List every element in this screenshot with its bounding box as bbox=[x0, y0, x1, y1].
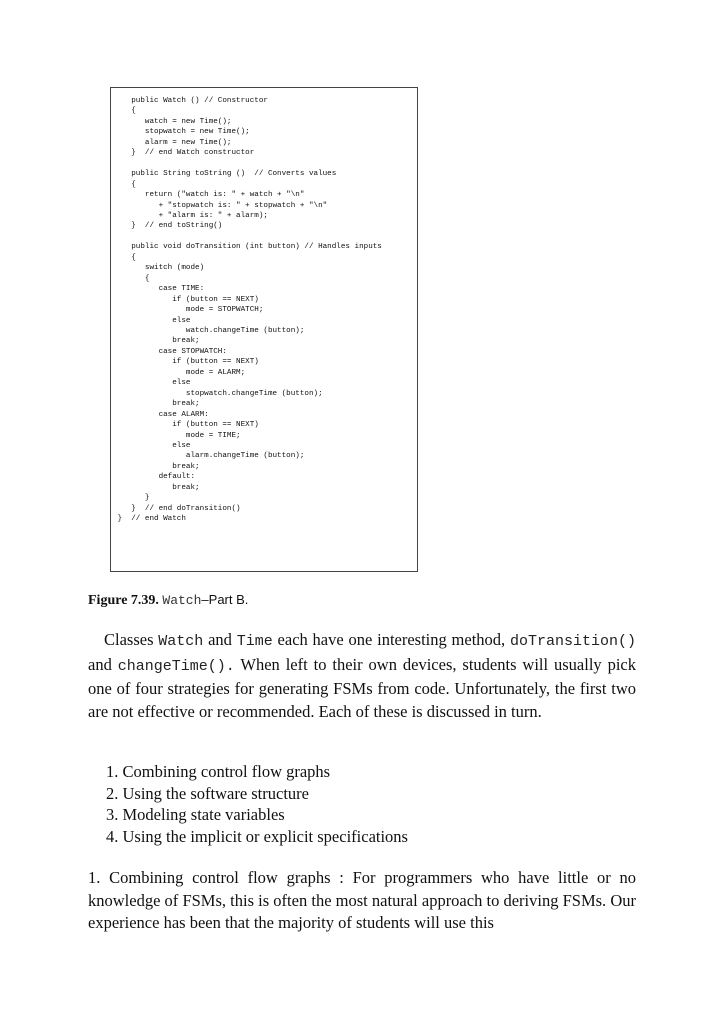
strategy-item: 3. Modeling state variables bbox=[106, 805, 285, 825]
figure-caption bbox=[88, 592, 248, 609]
strategy-item: 1. Combining control flow graphs bbox=[106, 762, 331, 781]
para1-method-changetime: changeTime(). bbox=[117, 657, 235, 675]
body-paragraph-2: 1. Combining control flow graphs : For programmers who have little or no knowledge of FSMs, this is often the most natural approach to deriving FSMs. Our experience has been that the majority of students will use this bbox=[88, 868, 636, 932]
strategy-list bbox=[106, 761, 408, 847]
para1-text-1: Classes bbox=[104, 630, 159, 649]
para1-text-4: and bbox=[88, 654, 118, 674]
body-paragraph-1 bbox=[88, 629, 636, 723]
figure-caption-text: –Part B. bbox=[201, 592, 249, 607]
para1-text-5: When left to their own devices, students will usually pick one of four strategies for generating FSMs from code. Unfortunately, the first two are not effective or recommended. Each of these is discussed in turn. bbox=[88, 654, 636, 721]
para1-class-time: Time bbox=[236, 633, 273, 650]
strategy-item: 4. Using the implicit or explicit specifications bbox=[106, 826, 408, 846]
figure-label: Figure 7.39. bbox=[88, 593, 159, 608]
code-listing-box bbox=[110, 87, 418, 572]
para1-text-3: each have one interesting method, bbox=[272, 630, 510, 649]
para1-method-dotransition: doTransition() bbox=[509, 633, 636, 650]
strategy-item: 2. Using the software structure bbox=[106, 783, 309, 803]
para1-class-watch: Watch bbox=[158, 633, 204, 650]
figure-class-name: Watch bbox=[162, 593, 202, 608]
para1-text-2: and bbox=[203, 630, 237, 649]
code-listing: public Watch () // Constructor { watch = new Time(); stopwatch = new Time(); alarm = new Time(); } // end Watch constructor public String toString () // Converts values { return ("watch is: " + watch + "\n" + "stopwatch is: " + stopwatch + "\n" + "alarm is: " + alarm); } // end toString() public void doTransition (int button) // Handles inputs { switch (mode) { case TIME: if (button == NEXT) mode = STOPWATCH; else watch.changeTime (button); break; case STOPWATCH: if (button == NEXT) mode = ALARM; else stopwatch.changeTime (button); break; case ALARM: if (button == NEXT) mode = TIME; else alarm.changeTime (button); break; default: break; } } // end doTransition() } // end Watch bbox=[117, 97, 382, 524]
